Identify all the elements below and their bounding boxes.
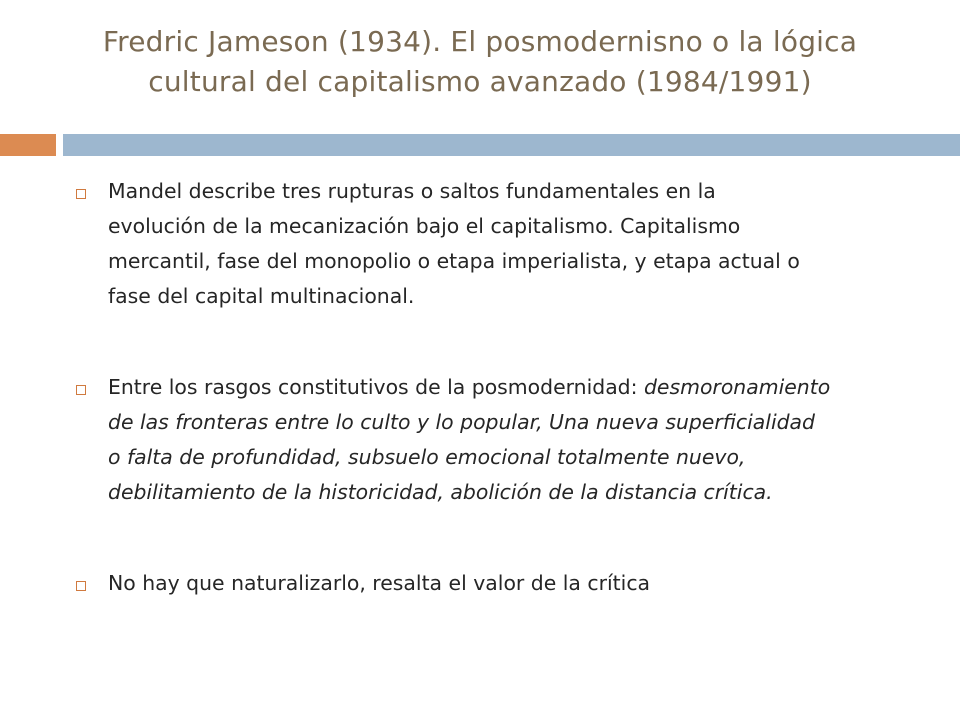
title-line-2: cultural del capitalismo avanzado (1984/1991)	[148, 65, 812, 98]
bullet-text-3	[108, 566, 928, 601]
accent-bar-right	[63, 134, 960, 156]
bullet-text-1	[108, 174, 928, 314]
bullet-2-line-1-italic: desmoronamiento	[643, 375, 831, 399]
square-bullet-icon	[76, 385, 86, 395]
square-bullet-icon	[76, 189, 86, 199]
bullet-1-line-3: mercantil, fase del monopolio o etapa imperialista, y etapa actual o	[108, 249, 800, 273]
bullet-3-line-1: No hay que naturalizarlo, resalta el valor de la crítica	[108, 571, 651, 595]
title-line-1: Fredric Jameson (1934). El posmodernisno o la lógica	[102, 25, 858, 58]
bullet-2-line-4: debilitamiento de la historicidad, abolición de la distancia crítica.	[108, 480, 773, 504]
bullet-1-line-2: evolución de la mecanización bajo el capitalismo. Capitalismo	[108, 214, 741, 238]
bullet-2-line-3: o falta de profundidad, subsuelo emocional totalmente nuevo,	[108, 445, 746, 469]
bullet-2-line-1-plain: Entre los rasgos constitutivos de la posmodernidad:	[108, 375, 644, 399]
bullet-2-line-2: de las fronteras entre lo culto y lo popular, Una nueva superficialidad	[108, 410, 815, 434]
bullet-text-2	[108, 370, 928, 510]
square-bullet-icon	[76, 581, 86, 591]
bullet-1-line-4: fase del capital multinacional.	[108, 284, 415, 308]
slide-title	[40, 22, 920, 102]
bullet-1-line-1: Mandel describe tres rupturas o saltos fundamentales en la	[108, 179, 716, 203]
bullet-2-line-1	[108, 370, 928, 405]
accent-bar-left	[0, 134, 56, 156]
